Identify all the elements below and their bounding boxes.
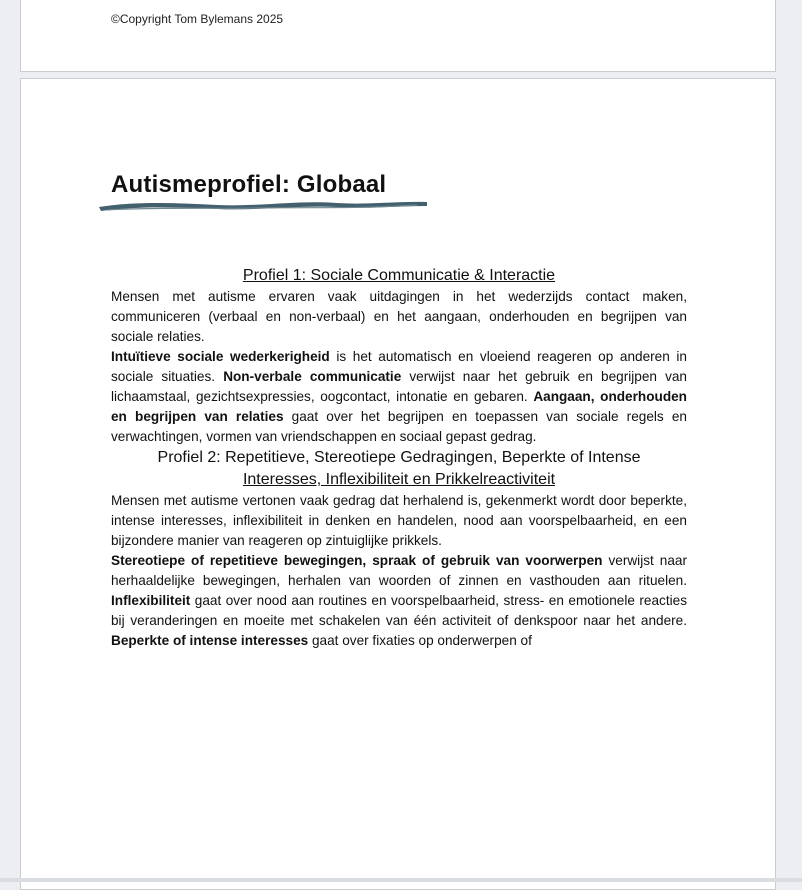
profile2-heading: Profiel 2: Repetitieve, Stereotiepe Gedragingen, Beperkte of Intense Interesses, Inflexibiliteit en Prikkelreactiviteit	[157, 449, 641, 488]
document-page	[20, 78, 776, 890]
brush-stroke-underline	[97, 197, 429, 215]
previous-page	[20, 0, 776, 72]
profile2-intro: Mensen met autisme vertonen vaak gedrag dat herhalend is, gekenmerkt wordt door beperkte, intense interesses, inflexibiliteit in denken en handelen, nood aan voorspelbaarheid, en een bijzondere manier van reageren op zintuiglijke prikkels.	[111, 493, 687, 548]
profile1-intro: Mensen met autisme ervaren vaak uitdagingen in het wederzijds contact maken, communiceren (verbaal en non-verbaal) en het aangaan, onderhouden en begrijpen van sociale relaties.	[111, 289, 687, 344]
profile1-heading: Profiel 1: Sociale Communicatie & Interactie	[242, 267, 556, 284]
window-bottom-edge	[0, 878, 802, 882]
copyright-footer: ©Copyright Tom Bylemans 2025	[111, 12, 284, 26]
profile2-detail: Stereotiepe of repetitieve bewegingen, spraak of gebruik van voorwerpen verwijst naar herhaaldelijke bewegingen, herhalen van woorden of zinnen en vasthouden aan rituelen. Inflexibiliteit gaat over nood aan routines en voorspelbaarheid, stress- en emotionele reacties bij veranderingen en moeite met schakelen van één activiteit of denkspoor naar het andere. Beperkte of intense interesses gaat over fixaties op onderwerpen of	[111, 553, 687, 648]
profile1-detail: Intuïtieve sociale wederkerigheid is het automatisch en vloeiend reageren op anderen in sociale situaties. Non-verbale communicatie verwijst naar het gebruik en begrijpen van lichaamstaal, gezichtsexpressies, oogcontact, intonatie en gebaren. Aangaan, onderhouden en begrijpen van relaties gaat over het begrijpen en toepassen van sociale regels en verwachtingen, vormen van vriendschappen en sociaal gepast gedrag.	[111, 349, 687, 444]
document-body	[111, 265, 687, 651]
document-title: Autismeprofiel: Globaal	[111, 171, 387, 198]
